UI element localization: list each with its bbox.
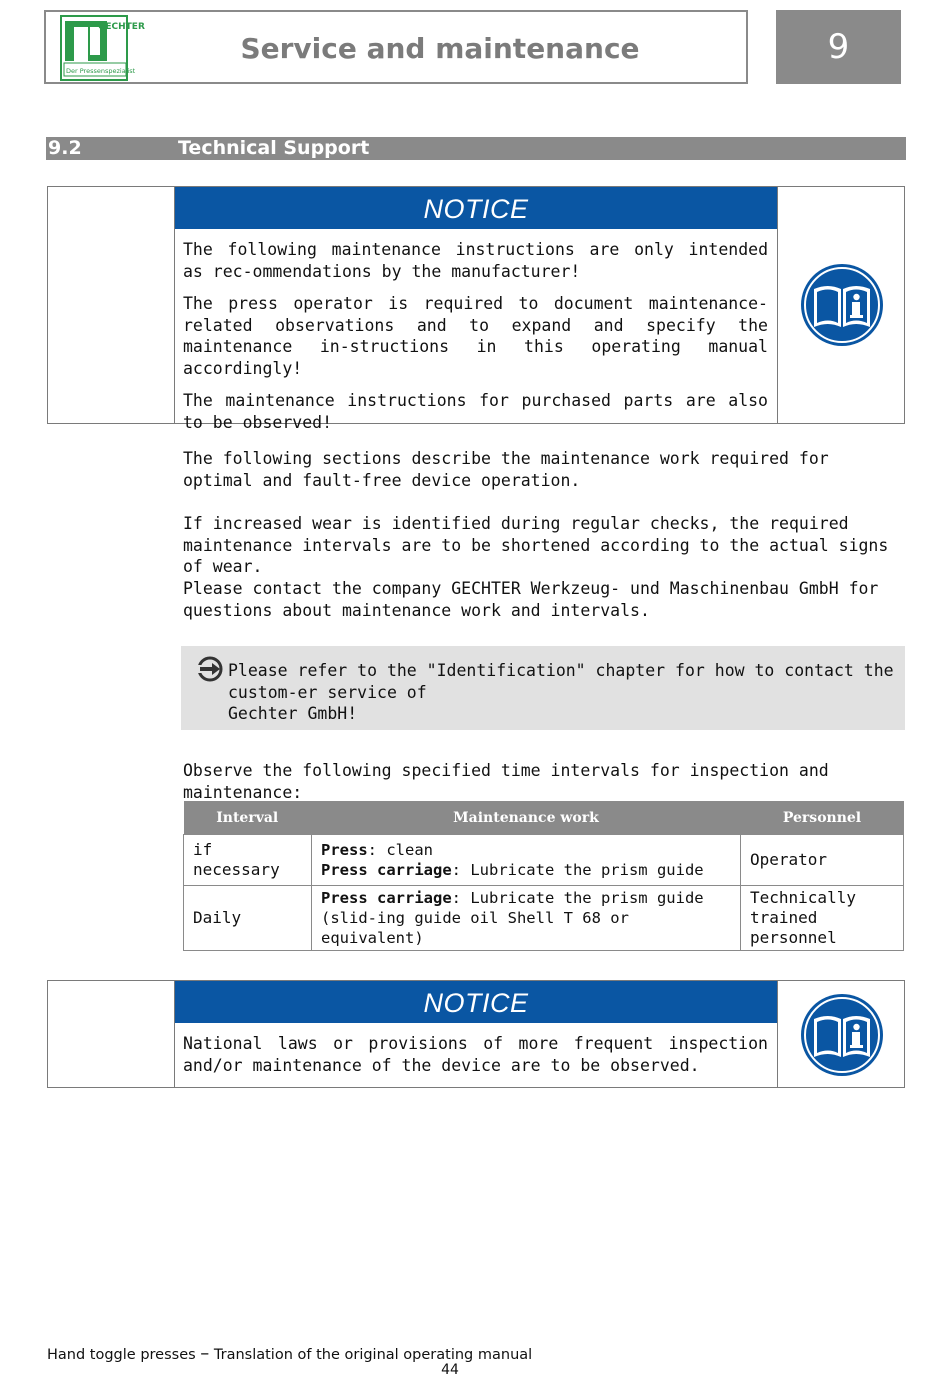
body-paragraph: Observe the following specified time intervals for inspection and maintenance: [183, 761, 829, 802]
logo-brand: GECHTER [98, 22, 145, 32]
table-header-row [184, 801, 904, 835]
notice-body [183, 239, 768, 444]
column-header-maintenance-work: Maintenance work [312, 801, 741, 835]
notice-banner: NOTICE [175, 981, 777, 1023]
work-line [321, 840, 731, 860]
hint-line: Please refer to the "Identification" chapter for how to contact the custom-er service of [228, 661, 894, 702]
cell-maintenance-work [312, 886, 741, 951]
manual-info-icon [800, 263, 884, 351]
body-paragraph: If increased wear is identified during regular checks, the required maintenance intervals are to be shortened according to the actual signs of wear. [183, 514, 889, 576]
body-paragraph: Please contact the company GECHTER Werkzeug- und Maschinenbau GmbH for questions about maintenance work and intervals. [183, 579, 879, 620]
gechter-logo [60, 15, 145, 81]
maintenance-table [183, 801, 903, 951]
work-subject: Press carriage [321, 889, 452, 907]
notice-paragraph: The press operator is required to document maintenance-related observations and to expand and specify the maintenance in-structions in this operating manual accordingly! [183, 294, 768, 378]
notice-box [47, 980, 905, 1088]
cell-personnel: Operator [741, 835, 904, 886]
notice-banner: NOTICE [175, 187, 777, 229]
body-paragraph: The following sections describe the maintenance work required for optimal and fault-free device operation. [183, 449, 829, 490]
hint-line: Gechter GmbH! [228, 704, 358, 723]
chapter-number: 9 [776, 10, 901, 84]
notice-paragraph: The following maintenance instructions are only intended as rec-ommendations by the manufacturer! [183, 240, 768, 281]
notice-left-column [48, 187, 175, 423]
notice-paragraph: The maintenance instructions for purchased parts are also to be observed! [183, 391, 768, 432]
section-title: Technical Support [178, 137, 370, 159]
table-row [184, 835, 904, 886]
reference-hint-box [181, 646, 905, 730]
manual-info-icon [800, 993, 884, 1081]
column-header-personnel: Personnel [741, 801, 904, 835]
notice-body [183, 1033, 768, 1087]
personnel-text: Technically trained personnel [750, 888, 856, 947]
notice-box [47, 186, 905, 432]
work-line [321, 888, 731, 948]
work-line [321, 860, 731, 880]
work-task: : clean [367, 841, 433, 859]
footer-dash: – [200, 1343, 210, 1364]
table-row [184, 886, 904, 951]
work-subject: Press [321, 841, 368, 859]
cell-maintenance-work [312, 835, 741, 886]
section-heading [46, 137, 906, 160]
cell-interval: Daily [184, 886, 312, 951]
section-number: 9.2 [48, 137, 82, 159]
work-task: : Lubricate the prism guide [451, 861, 704, 879]
cell-personnel [741, 886, 904, 951]
arrow-right-icon [197, 656, 223, 686]
page-number: 44 [441, 1362, 459, 1378]
column-header-interval: Interval [184, 801, 312, 835]
logo-tagline: Der Pressenspezialist [66, 67, 136, 75]
work-task: : Lubricate the prism guide (slid-ing guide oil Shell T 68 or equivalent) [321, 889, 704, 947]
hint-text [228, 660, 898, 725]
footer-document-type: Translation of the original operating manual [213, 1347, 533, 1363]
cell-interval: if necessary [184, 835, 312, 886]
work-subject: Press carriage [321, 861, 452, 879]
notice-left-column [48, 981, 175, 1087]
notice-paragraph: National laws or provisions of more frequent inspection and/or maintenance of the device are to be observed. [183, 1034, 768, 1075]
footer-product: Hand toggle presses [47, 1347, 196, 1363]
page-title: Service and maintenance [240, 32, 640, 65]
footer-text [47, 1343, 532, 1364]
